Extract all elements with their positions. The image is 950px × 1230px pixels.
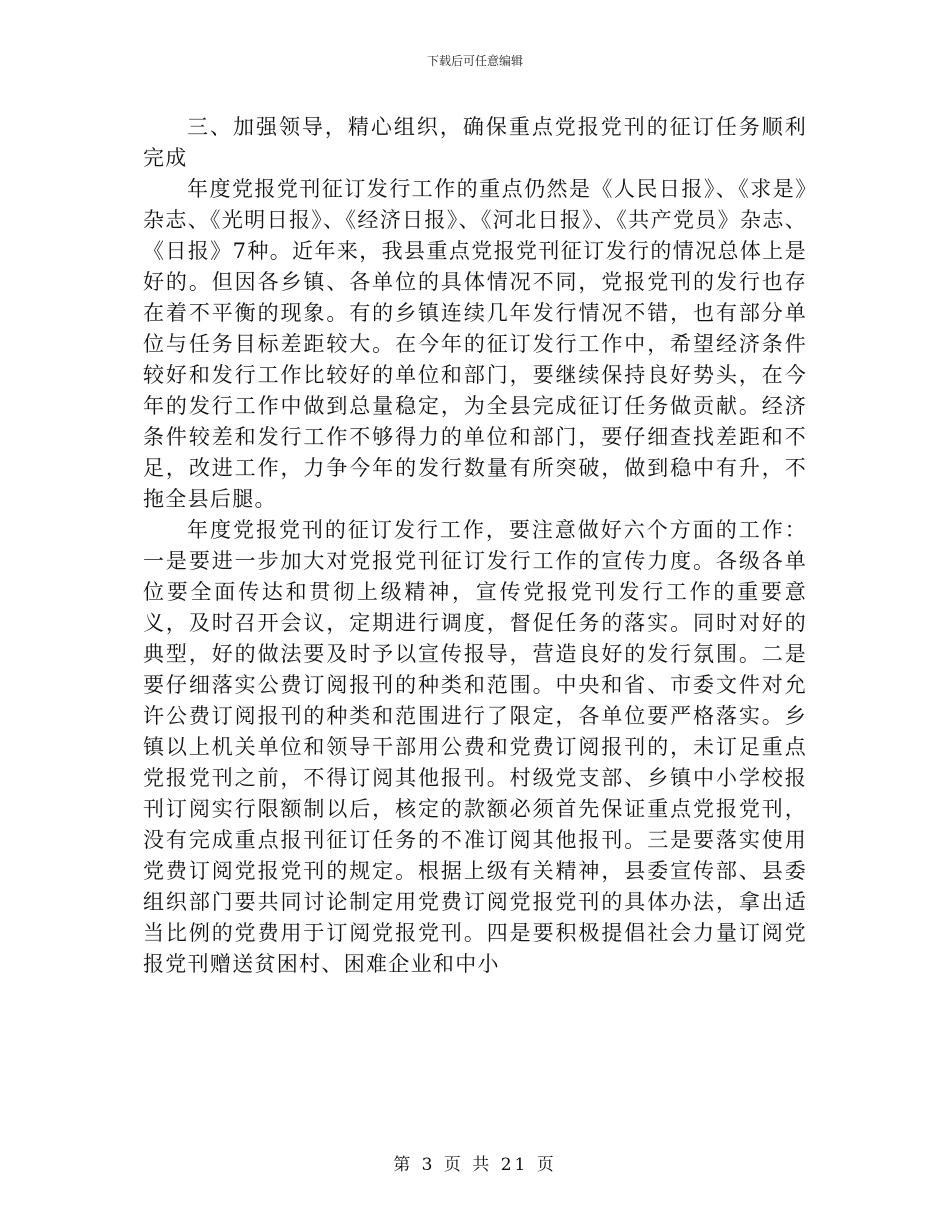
page-number-footer: 第 3 页 共 21 页 [393,1155,557,1175]
paragraph-1: 年度党报党刊征订发行工作的重点仍然是《人民日报》、《求是》杂志、《光明日报》、《经济日报》、《河北日报》、《共产党员》杂志、《日报》7种。近年来，我县重点党报党刊征订发行的情况总体上是好的。但因各乡镇、各单位的具体情况不同，党报党刊的发行也存在着不平衡的现象。有的乡镇连续几年发行情况不错，也有部分单位与任务目标差距较大。在今年的征订发行工作中，希望经济条件较好和发行工作比较好的单位和部门，要继续保持良好势头，在今年的发行工作中做到总量稳定，为全县完成征订任务做贡献。经济条件较差和发行工作不够得力的单位和部门，要仔细查找差距和不足，改进工作，力争今年的发行数量有所突破，做到稳中有升，不拖全县后腿。 [143,177,807,511]
paragraph-2: 年度党报党刊的征订发行工作，要注意做好六个方面的工作：一是要进一步加大对党报党刊征订发行工作的宣传力度。各级各单位要全面传达和贯彻上级精神，宣传党报党刊发行工作的重要意义，及时召开会议，定期进行调度，督促任务的落实。同时对好的典型，好的做法要及时予以宣传报导，营造良好的发行氛围。二是要仔细落实公费订阅报刊的种类和范围。中央和省、市委文件对允许公费订阅报刊的种类和范围进行了限定，各单位要严格落实。乡镇以上机关单位和领导干部用公费和党费订阅报刊的，未订足重点党报党刊之前，不得订阅其他报刊。村级党支部、乡镇中小学校报刊订阅实行限额制以后，核定的款额必须首先保证重点党报党刊，没有完成重点报刊征订任务的不准订阅其他报刊。三是要落实使用党费订阅党报党刊的规定。根据上级有关精神，县委宣传部、县委组织部门要共同讨论制定用党费订阅党报党刊的具体办法，拿出适当比例的党费用于订阅党报党刊。四是要积极提倡社会力量订阅党报党刊赠送贫困村、困难企业和中小 [143,518,807,976]
section-heading: 三、加强领导，精心组织，确保重点党报党刊的征订任务顺利完成 [143,115,807,170]
document-body [143,112,807,980]
page-header: 下载后可任意编辑 [426,54,523,68]
